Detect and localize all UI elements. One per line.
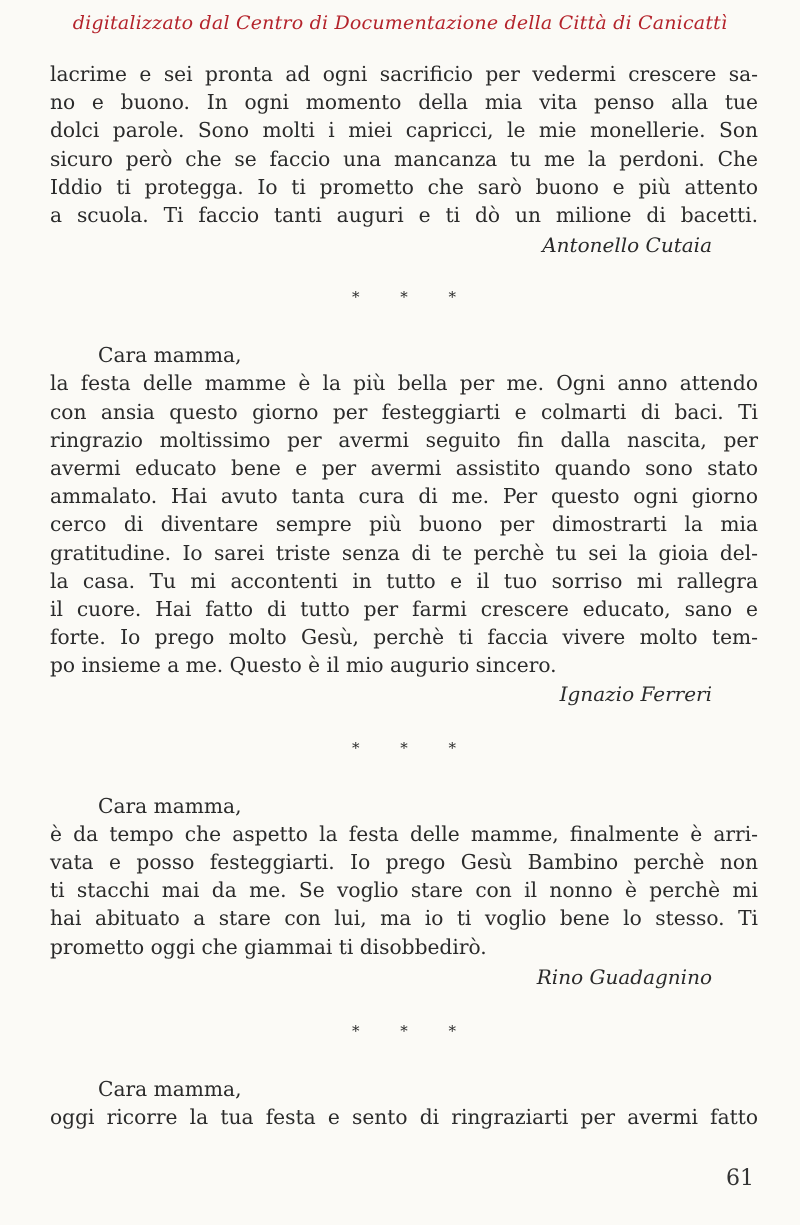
letter-4-body [50,1103,758,1131]
text-line: la casa. Tu mi accontenti in tutto e il tuo sorriso mi rallegra [50,568,758,593]
page-body [50,60,758,1131]
separator-stars: * * * [351,738,475,757]
text-line: no e buono. In ogni momento della mia vita penso alla tue [50,90,758,115]
watermark: digitalizzato dal Centro di Documentazione della Città di Canicattì [72,12,728,34]
letter-1-body [50,60,758,229]
text-line: la festa delle mamme è la più bella per me. Ogni anno attendo [50,371,758,396]
text-line: oggi ricorre la tua festa e sento di ringraziarti per avermi fatto [50,1105,758,1130]
text-line: ringrazio moltissimo per avermi seguito fin dalla nascita, per [50,427,758,452]
letter-2-signature: Ignazio Ferreri [559,681,712,706]
separator-stars: * * * [351,1021,475,1040]
letter-3-signature: Rino Guadagnino [536,964,712,989]
text-line: è da tempo che aspetto la festa delle mamme, finalmente è arri- [50,821,758,846]
text-line: sicuro però che se faccio una mancanza tu me la perdoni. Che [50,146,758,171]
text-line: hai abituato a stare con lui, ma io ti voglio bene lo stesso. Ti [50,906,758,931]
letter-3-greeting: Cara mamma, [98,793,242,818]
text-line: Iddio ti protegga. Io ti prometto che sarò buono e più attento [50,174,758,199]
text-line: a scuola. Ti faccio tanti auguri e ti dò un milione di bacetti. [50,203,758,228]
letter-2-body [50,369,758,679]
text-line: dolci parole. Sono molti i miei capricci, le mie monellerie. Son [50,118,758,143]
letter-2-greeting: Cara mamma, [98,343,242,368]
text-line: vata e posso festeggiarti. Io prego Gesù Bambino perchè non [50,850,758,875]
text-line: avermi educato bene e per avermi assistito quando sono stato [50,456,758,481]
letter-3-body [50,820,758,961]
text-line: po insieme a me. Questo è il mio augurio sincero. [50,653,557,678]
letter-4-greeting: Cara mamma, [98,1076,242,1101]
text-line: ti stacchi mai da me. Se voglio stare con il nonno è perchè mi [50,878,758,903]
text-line: forte. Io prego molto Gesù, perchè ti faccia vivere molto tem- [50,625,758,650]
text-line: lacrime e sei pronta ad ogni sacrificio per vedermi crescere sa- [50,62,758,86]
text-line: cerco di diventare sempre più buono per dimostrarti la mia [50,512,758,537]
letter-1-signature: Antonello Cutaia [542,233,712,258]
text-line: prometto oggi che giammai ti disobbedirò. [50,934,487,959]
page-number: 61 [726,1166,754,1191]
text-line: gratitudine. Io sarei triste senza di te perchè tu sei la gioia del- [50,540,758,565]
text-line: il cuore. Hai fatto di tutto per farmi crescere educato, sano e [50,597,758,622]
separator-stars: * * * [351,288,475,307]
text-line: ammalato. Hai avuto tanta cura di me. Per questo ogni giorno [50,484,758,509]
text-line: con ansia questo giorno per festeggiarti e colmarti di baci. Ti [50,399,758,424]
